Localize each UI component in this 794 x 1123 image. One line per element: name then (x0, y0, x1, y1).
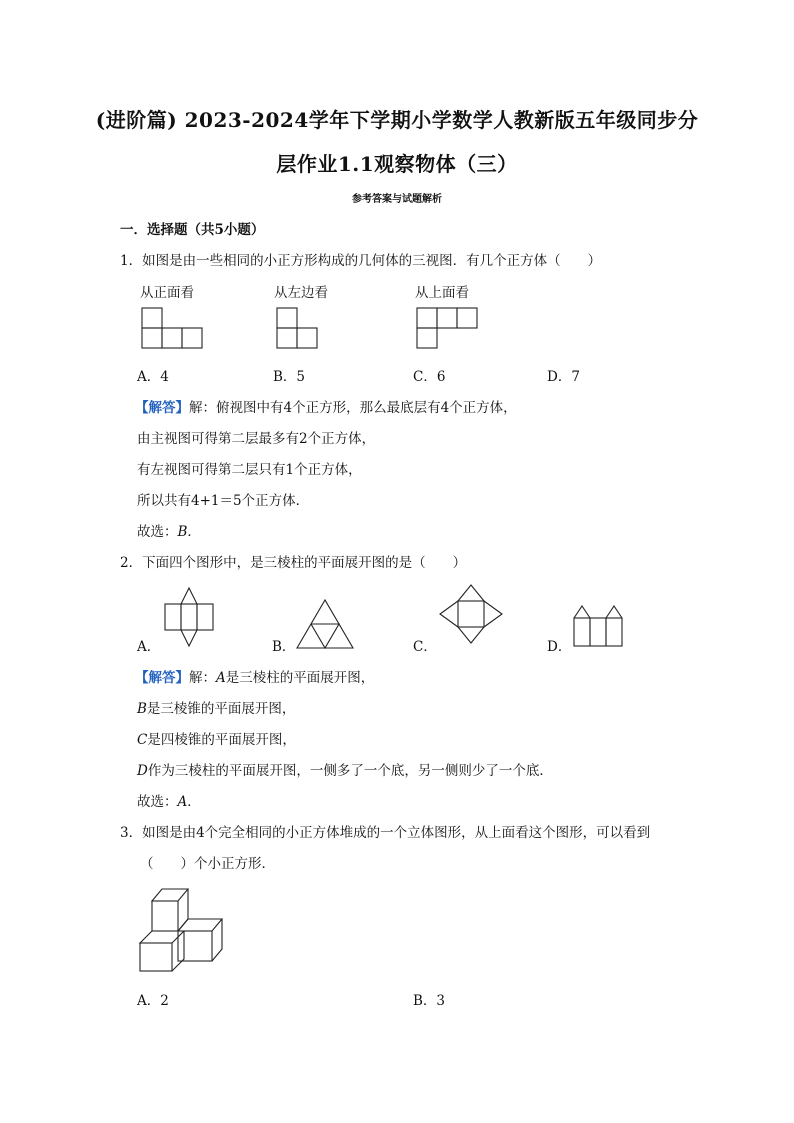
section-heading: 一．选择题（共5小题） (120, 222, 265, 238)
q2-answer-var-c: C (137, 732, 148, 748)
q2-figure-d-prism-net (572, 604, 626, 648)
q2-answer-var-d: D (137, 763, 148, 779)
question-3-stem-line-1: 3．如图是由4个完全相同的小正方体堆成的一个立体图形，从上面看这个图形，可以看到 (120, 825, 651, 841)
page-title-line-1: (进阶篇) 2023-2024学年下学期小学数学人教新版五年级同步分 (95, 108, 699, 132)
q1-answer-line-1 (135, 396, 517, 416)
q1-left-view-figure (275, 306, 319, 350)
q1-answer-tag: 【解答】 (135, 400, 189, 416)
q2-figure-b-triangular-pyramid-net (295, 598, 355, 650)
q1-view-label-left: 从左边看 (274, 285, 328, 301)
q2-answer-text-a: 是三棱柱的平面展开图， (225, 670, 375, 686)
q2-answer-text-d: 作为三棱柱的平面展开图，一侧多了一个底，另一侧则少了一个底． (147, 763, 553, 779)
question-3-stem-line-2: （ ）个小正方形． (140, 856, 275, 872)
q1-front-view-figure (140, 306, 202, 350)
q2-option-d: D． (547, 639, 572, 655)
q3-option-a: A．2 (137, 993, 169, 1009)
q1-answer-line-3: 有左视图可得第二层只有1个正方体， (137, 462, 362, 478)
q2-answer-line-4 (137, 759, 553, 779)
q2-option-a: A． (137, 639, 161, 655)
q2-conclusion-value: A (177, 794, 188, 810)
q1-conclusion-prefix: 故选： (137, 524, 178, 540)
q2-figure-a-triangular-prism-net (163, 586, 215, 648)
question-2-stem: 2．下面四个图形中，是三棱柱的平面展开图的是（ ） (120, 555, 467, 571)
q2-option-b: B． (272, 639, 296, 655)
q1-option-d: D．7 (547, 369, 580, 385)
q2-answer-line-2 (137, 697, 295, 717)
q2-figure-c-square-pyramid-net (438, 583, 504, 645)
q1-option-b: B．5 (273, 369, 306, 385)
q2-answer-line-3 (137, 728, 296, 748)
q2-conclusion-prefix: 故选： (137, 794, 178, 810)
q2-answer-prefix: 解： (189, 670, 216, 686)
q1-view-label-front: 从正面看 (140, 285, 194, 301)
q1-option-c: C．6 (413, 369, 446, 385)
page-title-line-2: 层作业1.1观察物体（三） (276, 152, 518, 176)
q3-cube-stack-figure (138, 885, 226, 975)
q1-top-view-figure (415, 306, 477, 350)
q2-answer-text-c: 是四棱锥的平面展开图， (147, 732, 296, 748)
question-1-stem: 1．如图是由一些相同的小正方形构成的几何体的三视图．有几个正方体（ ） (120, 253, 602, 269)
q1-answer-line-4: 所以共有4+1＝5个正方体． (137, 493, 310, 509)
q2-answer-tag: 【解答】 (135, 670, 189, 686)
q1-option-a: A．4 (137, 369, 169, 385)
q1-conclusion-value: B (177, 524, 188, 540)
q1-view-label-top: 从上面看 (415, 285, 469, 301)
page-subtitle: 参考答案与试题解析 (352, 194, 442, 205)
q2-conclusion (137, 790, 201, 810)
q1-answer-line-2: 由主视图可得第二层最多有2个正方体， (137, 431, 376, 447)
q2-answer-var-a: A (216, 670, 226, 686)
q3-option-b: B．3 (413, 993, 446, 1009)
q1-conclusion-suffix: ． (187, 524, 201, 540)
q2-conclusion-suffix: ． (187, 794, 201, 810)
q2-option-c: C． (413, 639, 437, 655)
q2-answer-text-b: 是三棱锥的平面展开图， (146, 701, 296, 717)
q1-conclusion (137, 520, 201, 540)
q2-answer-line-1 (135, 666, 374, 686)
q2-answer-var-b: B (137, 701, 147, 717)
q1-answer-text-1: 解：俯视图中有4个正方形，那么最底层有4个正方体， (189, 400, 517, 416)
